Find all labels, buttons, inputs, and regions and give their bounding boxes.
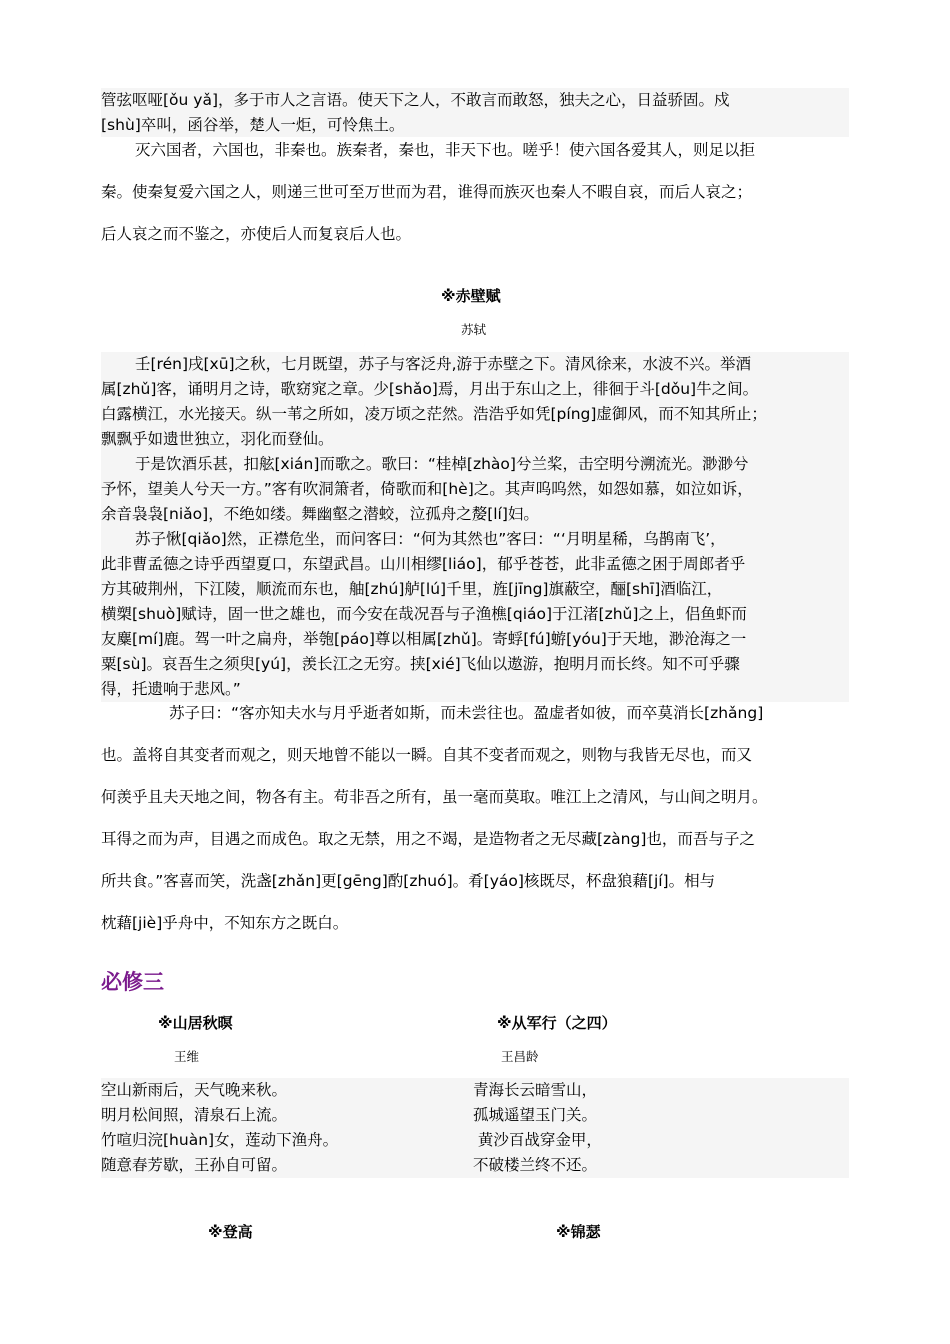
poem-line: 竹喧归浣[huàn]女，莲动下渔舟。 <box>101 1131 339 1149</box>
poem-left-body <box>101 1078 473 1178</box>
poem-line: 明月松间照，清泉石上流。 <box>101 1106 288 1124</box>
text-line: 得，托遗响于悲风。” <box>101 680 241 698</box>
chibifu-title: ※赤壁赋 <box>441 287 501 305</box>
poem-line: 随意春芳歇，王孙自可留。 <box>101 1156 288 1174</box>
text-line: 于是饮酒乐甚，扣舷[xián]而歌之。歌曰：“桂棹[zhào]兮兰桨，击空明兮溯流光。渺渺兮 <box>135 455 749 473</box>
text-line: 苏子愀[qiǎo]然，正襟危坐，而问客曰：“何为其然也”客曰：“‘月明星稀，乌鹊南飞’， <box>135 530 726 548</box>
poem-left-title: ※山居秋暝 <box>158 1014 233 1032</box>
text-line: 白露横江，水光接天。纵一苇之所如，凌万顷之茫然。浩浩乎如凭[píng]虚御风，而不知其所止； <box>101 405 767 423</box>
poem-right-author: 王昌龄 <box>501 1049 539 1064</box>
text-line: 余音袅袅[niǎo]，不绝如缕。舞幽壑之潜蛟，泣孤舟之嫠[lí]妇。 <box>101 505 539 523</box>
poem-left-author: 王维 <box>174 1049 200 1064</box>
text-line: 壬[rén]戌[xū]之秋，七月既望，苏子与客泛舟,游于赤壁之下。清风徐来，水波不兴。举酒 <box>135 355 752 373</box>
text-line: 后人哀之而不鉴之，亦使后人而复哀后人也。 <box>101 225 412 243</box>
poem-right-title: ※从军行（之四） <box>497 1014 617 1032</box>
text-line: 粟[sù]。哀吾生之须臾[yú]，羡长江之无穷。挟[xié]飞仙以遨游，抱明月而长终。知不可乎骤 <box>101 655 740 673</box>
text-line: 此非曹孟德之诗乎西望夏口，东望武昌。山川相缪[liáo]，郁乎苍苍，此非孟德之困于周郎者乎 <box>101 555 746 573</box>
text-line: 飘飘乎如遗世独立，羽化而登仙。 <box>101 430 334 448</box>
text-line: 灭六国者，六国也，非秦也。族秦者，秦也，非天下也。嗟乎！使六国各爱其人，则足以拒 <box>135 141 756 159</box>
text-line: 所共食。”客喜而笑，洗盏[zhǎn]更[gēng]酌[zhuó]。肴[yáo]核既尽，杯盘狼藉[jí]。相与 <box>101 872 716 890</box>
text-line: 何羡乎且夫天地之间，物各有主。苟非吾之所有，虽一毫而莫取。唯江上之清风，与山间之明月。 <box>101 788 768 806</box>
text-line: 方其破荆州，下江陵，顺流而东也，舳[zhú]舻[lú]千里，旌[jīng]旗蔽空，酾[shī]酒临江， <box>101 580 723 598</box>
text-line: 管弦呕哑[ǒu yǎ]，多于市人之言语。使天下之人，不敢言而敢怒，独夫之心，日益骄固。戍 <box>101 91 730 109</box>
afangong-tail-paragraph <box>101 129 849 255</box>
text-line: 秦。使秦复爱六国之人，则递三世可至万世而为君，谁得而族灭也秦人不暇自哀，而后人哀之； <box>101 183 753 201</box>
poem-line: 黄沙百战穿金甲， <box>473 1131 602 1149</box>
text-line: 耳得之而为声，目遇之而成色。取之无禁，用之不竭，是造物者之无尽藏[zàng]也，而吾与子之 <box>101 830 755 848</box>
poem-right-body <box>473 1078 849 1178</box>
poem-line: 空山新雨后，天气晚来秋。 <box>101 1081 288 1099</box>
next-right-title: ※锦瑟 <box>556 1223 601 1241</box>
chibifu-author: 苏轼 <box>461 322 487 337</box>
text-line: 友麋[mí]鹿。驾一叶之扁舟，举匏[páo]尊以相属[zhǔ]。寄蜉[fú]蝣[yóu]于天地，渺沧海之一 <box>101 630 747 648</box>
text-line: 苏子曰：“客亦知夫水与月乎逝者如斯，而未尝往也。盈虚者如彼，而卒莫消长[zhǎng] <box>169 704 764 722</box>
section-heading: 必修三 <box>101 970 164 994</box>
chibifu-final-paragraph <box>101 692 849 944</box>
text-line: [shù]卒叫，函谷举，楚人一炬，可怜焦土。 <box>101 115 405 134</box>
text-line: 枕藉[jiè]乎舟中，不知东方之既白。 <box>101 914 349 932</box>
poem-line: 孤城遥望玉门关。 <box>473 1106 598 1124</box>
text-line: 也。盖将自其变者而观之，则天地曾不能以一瞬。自其不变者而观之，则物与我皆无尽也，而又 <box>101 746 753 764</box>
text-line: 横槊[shuò]赋诗，固一世之雄也，而今安在哉况吾与子渔樵[qiáo]于江渚[zhǔ]之上，侣鱼虾而 <box>101 605 747 623</box>
poem-line: 不破楼兰终不还。 <box>473 1156 598 1174</box>
poem-line: 青海长云暗雪山， <box>473 1081 598 1099</box>
next-left-title: ※登高 <box>208 1223 253 1241</box>
text-line: 属[zhǔ]客，诵明月之诗，歌窈窕之章。少[shǎo]焉，月出于东山之上，徘徊于斗[dǒu]牛之间。 <box>101 380 759 398</box>
chibifu-body <box>101 352 849 702</box>
text-line: 予怀，望美人兮天一方。”客有吹洞箫者，倚歌而和[hè]之。其声呜呜然，如怨如慕，如泣如诉， <box>101 480 753 498</box>
